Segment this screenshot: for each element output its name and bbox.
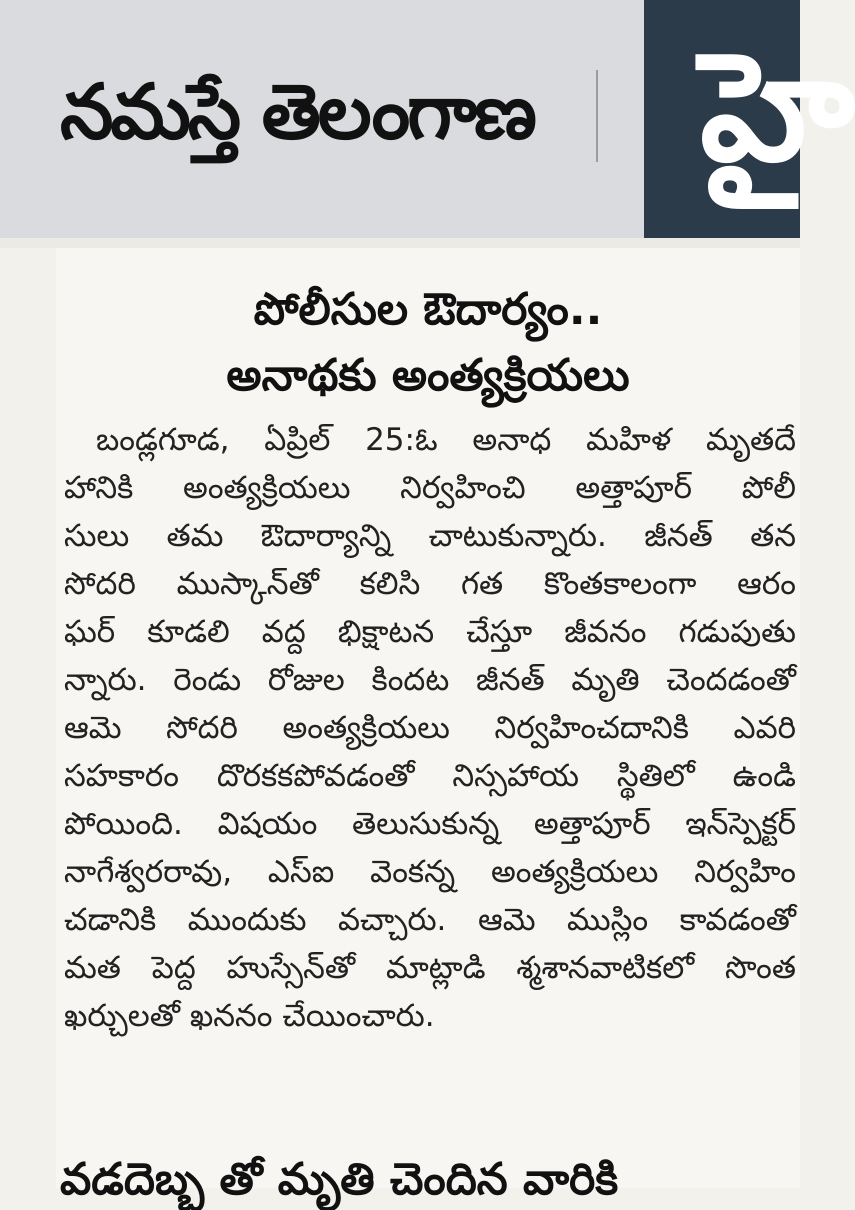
newspaper-title: నమస్తే తెలంగాణ — [60, 67, 534, 156]
article-body-line: సహకారం దొరకకపోవడంతో నిస్సహాయ స్థితిలో ఉండి — [64, 758, 796, 794]
edition-label: హై — [700, 21, 855, 195]
article-body-line: ఆమె సోదరి అంత్యక్రియలు నిర్వహించదానికి ఎవరి — [64, 710, 796, 746]
article-body-line: మత పెద్ద హుస్సేన్‌తో మాట్లాడి శ్మశానవాటికలో సొంత — [64, 950, 796, 986]
section-gap — [0, 238, 800, 248]
news-article — [56, 248, 800, 1188]
article-body-line: ఘర్ కూడలి వద్ద భిక్షాటన చేస్తూ జీవనం గడుపుతు — [64, 614, 796, 650]
article-body-line: సోదరి ముస్కాన్‌తో కలిసి గత కొంతకాలంగా ఆరం — [64, 566, 796, 602]
article-body-line: ఖర్చులతో ఖననం చేయించారు. — [64, 998, 435, 1034]
article-body-line: సులు తమ ఔదార్యాన్ని చాటుకున్నారు. జీనత్ తన — [64, 518, 796, 554]
edition-banner — [644, 0, 855, 238]
article-body-line: న్నారు. రెండు రోజుల కిందట జీనత్ మృతి చెందడంతో — [64, 662, 796, 698]
masthead-divider — [596, 70, 598, 162]
article-headline-line-2: అనాథకు అంత్యక్రియలు — [226, 350, 630, 401]
article-body-line: నాగేశ్వరరావు, ఎస్ఐ వెంకన్న అంత్యక్రియలు నిర్వహిం — [64, 854, 796, 890]
article-body-line: చడానికి ముందుకు వచ్చారు. ఆమె ముస్లిం కావడంతో — [64, 902, 796, 938]
article-body-line: బండ్లగూడ, ఏప్రిల్ 25:ఓ అనాధ మహిళ మృతదే — [96, 422, 796, 458]
article-headline-line-1: పోలీసుల ఔదార్యం.. — [253, 284, 603, 335]
article-body-line: హానికి అంత్యక్రియలు నిర్వహించి అత్తాపూర్ పోలీ — [64, 470, 796, 506]
article-body-line: పోయింది. విషయం తెలుసుకున్న అత్తాపూర్ ఇన్‌స్పెక్టర్ — [64, 806, 796, 842]
next-article-headline: వడదెబ్బ తో మృతి చెందిన వారికి — [60, 1154, 619, 1205]
